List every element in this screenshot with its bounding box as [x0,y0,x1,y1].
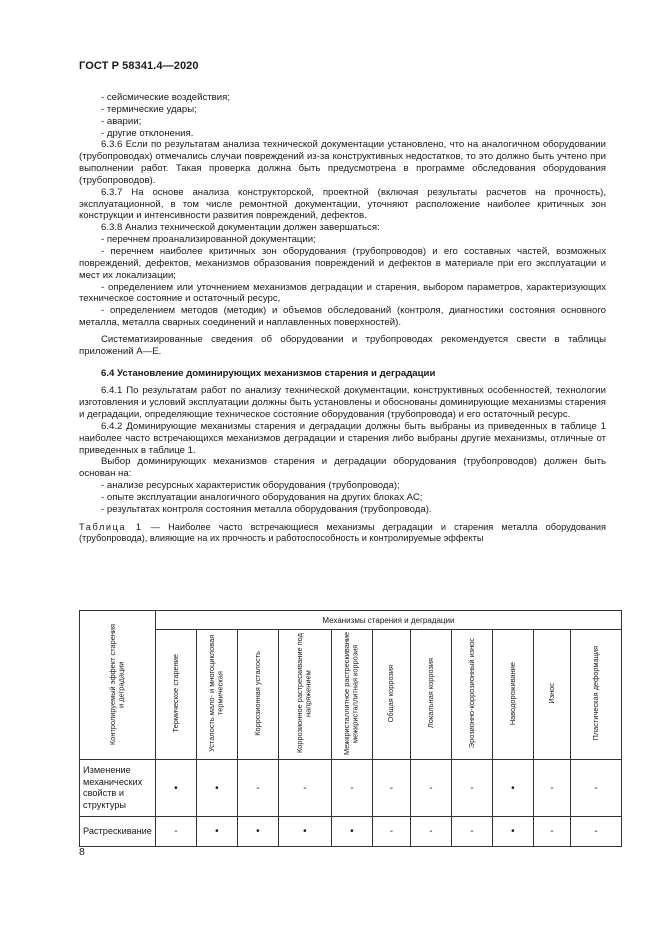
table-cell: - [237,760,278,817]
paragraph-6-4-2: 6.4.2 Доминирующие механизмы старения и деградации должны быть выбраны из приведенных в таблице 1 наиболее часто встречающихся механизмов деградации и старения либо выбраны другие механизмы, отличные от приведенных в таблице 1. [79,420,606,456]
table-caption-label: Таблица 1 [79,521,143,532]
paragraph-6-4-1: 6.4.1 По результатам работ по анализу технической документации, конструктивных особенностей, технологии изготовления и условий эксплуатации должны быть установлены и обоснованы доминирующие механизмы старения и деградации, определяющие техническое состояние оборудования (трубопровода) и его остаточный ресурс. [79,385,606,421]
header-text: Межкристаллитное растрескивание межкристаллитная коррозия [342,631,360,756]
table-row [80,760,622,817]
paragraph-choice: Выбор доминирующих механизмов старения и деградации оборудования (трубопроводов) должен быть основан на: [79,456,606,480]
list-item: - определением методов (методик) и объемов обследований (контроля, диагностики состояния основного металла, металла сварных соединений и наплавленных поверхностей). [79,305,606,329]
table-cell: - [570,817,621,847]
column-header [533,630,570,760]
table-cell: - [533,760,570,817]
paragraph-6-3-6: 6.3.6 Если по результатам анализа технической документации установлено, что на аналогичном оборудовании (трубопроводах) отмечались случаи повреждений из-за конструктивных недостатков, то это должно быть учтено при выполнении работ. Такая проверка должна быть предусмотрена в программе обследования оборудования (трубопроводов). [79,139,606,186]
list-item: - перечнем проанализированной документации; [101,234,316,246]
table-cell: • [331,817,372,847]
column-header [410,630,451,760]
table-cell: • [196,817,237,847]
header-text: Контролируемый эффект старения и деградации [107,623,126,745]
table-cell: • [196,760,237,817]
table-cell: - [533,817,570,847]
header-text: Наводороживание [507,661,517,726]
column-header [278,630,331,760]
header-text: Коррозионная усталость [252,651,262,736]
page-number: 8 [79,846,85,858]
header-text: Общая коррозия [386,664,396,723]
table-cell: - [331,760,372,817]
table-cell: - [155,817,196,847]
table-cell: - [372,760,410,817]
row-effect: Изменение механических свойств и структуры [80,760,156,817]
list-item: - термические удары; [101,103,197,115]
list-item: - опыте эксплуатации аналогичного оборудования на других блоках АС; [101,492,423,503]
table-cell: • [237,817,278,847]
column-header [492,630,533,760]
table-cell: - [278,760,331,817]
column-header [451,630,492,760]
table-cell: - [410,760,451,817]
section-6-4-heading: 6.4 Установление доминирующих механизмов старения и деградации [101,367,436,379]
table-cell: • [492,817,533,847]
list-item: - сейсмические воздействия; [101,92,230,103]
table-cell: - [451,817,492,847]
table-cell: • [155,760,196,817]
table-cell: - [410,817,451,847]
header-text: Износ [546,683,556,704]
list-item: - перечнем наиболее критичных зон оборудования (трубопроводов) и его составных частей, возможных повреждений, дефектов, механизмов образования повреждений и дефектов в материале при его эксплуатации и мест их локализации; [79,245,606,281]
header-text: Локальная коррозия [425,658,435,729]
column-header [196,630,237,760]
header-text: Пластическая деформация [590,646,600,741]
list-item: - определением или уточнением механизмов деградации и старения, выбором параметров, характеризующих техническое состояние и остаточный ресурс, [79,281,606,305]
column-header [372,630,410,760]
table-cell: • [278,817,331,847]
list-item: - другие отклонения. [101,127,194,139]
list-item: - результатах контроля состояния металла оборудования (трубопровода). [101,503,432,515]
column-header [331,630,372,760]
paragraph-systematized: Систематизированные сведения об оборудовании и трубопроводах рекомендуется свести в таблицы приложений А—Е. [79,333,606,357]
table-row [80,817,622,847]
table-cell: • [492,760,533,817]
table-header-mechanisms: Механизмы старения и деградации [155,611,621,630]
column-header [155,630,196,760]
column-header [570,630,621,760]
table-cell: - [372,817,410,847]
list-item: - аварии; [101,115,142,127]
paragraph-6-3-8: 6.3.8 Анализ технической документации должен завершаться: [101,222,380,234]
table-header-effect [80,611,156,760]
mechanisms-table [79,610,622,847]
header-text: Усталость мало- и многоцикловая термическая [207,634,225,753]
table-cell: - [570,760,621,817]
header-text: Термическое старение [170,654,180,733]
table-caption-text: — Наиболее часто встречающиеся механизмы деградации и старения металла оборудования (трубопровода), влияющие на их прочность и работоспособность и контролируемые эффекты [79,521,606,544]
document-header: ГОСТ Р 58341.4—2020 [79,60,199,72]
table-cell: - [451,760,492,817]
table-caption [79,522,606,545]
column-header [237,630,278,760]
header-text: Эрозионно-коррозионный износ [466,638,476,749]
paragraph-6-3-7: 6.3.7 На основе анализа конструкторской, проектной (включая результаты расчетов на прочность), эксплуатационной, в том числе ремонтной документации, уточняют расположение наиболее критичных зон конструкции и интенсивности развития повреждений, дефектов. [79,186,606,222]
list-item: - анализе ресурсных характеристик оборудования (трубопровода); [101,480,400,492]
header-text: Коррозионное растрескивание под напряжением [295,633,313,754]
document-body [79,92,606,545]
row-effect: Растрескивание [80,817,156,847]
